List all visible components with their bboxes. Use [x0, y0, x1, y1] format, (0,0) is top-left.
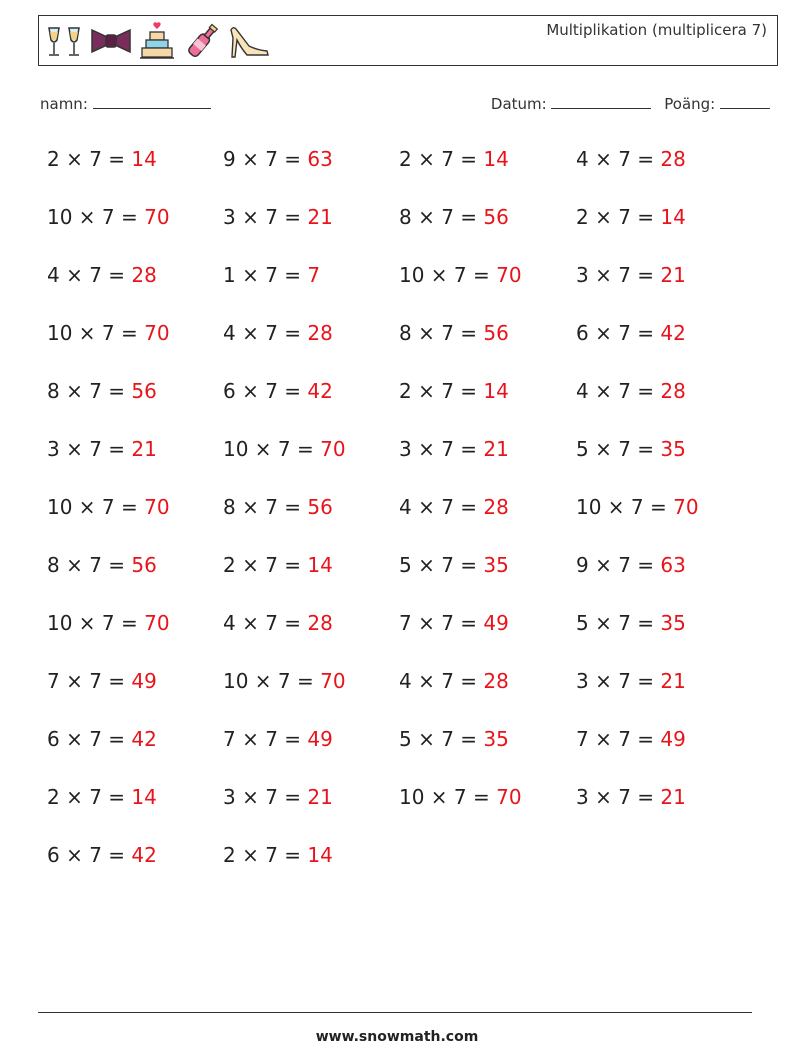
- problem-item: [399, 611, 509, 635]
- problem-answer: 28: [483, 495, 509, 519]
- problem-question: 6 × 7 =: [47, 843, 132, 867]
- problem-item: [576, 669, 686, 693]
- problem-question: 6 × 7 =: [223, 379, 308, 403]
- problem-answer: 49: [660, 727, 686, 751]
- problem-question: 2 × 7 =: [47, 147, 132, 171]
- problem-item: [223, 205, 333, 229]
- problem-question: 7 × 7 =: [223, 727, 308, 751]
- problem-item: [47, 785, 157, 809]
- problem-question: 3 × 7 =: [223, 785, 308, 809]
- problem-item: [399, 727, 509, 751]
- problem-question: 10 × 7 =: [399, 263, 497, 287]
- problem-question: 10 × 7 =: [576, 495, 674, 519]
- problem-question: 4 × 7 =: [399, 495, 484, 519]
- footer-divider: [38, 1012, 752, 1013]
- worksheet-header: [38, 15, 778, 66]
- problem-answer: 70: [144, 321, 170, 345]
- problem-answer: 14: [307, 843, 333, 867]
- problem-answer: 14: [307, 553, 333, 577]
- problem-question: 2 × 7 =: [47, 785, 132, 809]
- problem-question: 3 × 7 =: [399, 437, 484, 461]
- problem-item: [223, 437, 346, 461]
- problem-question: 10 × 7 =: [223, 437, 321, 461]
- problem-answer: 56: [483, 321, 509, 345]
- problem-item: [399, 669, 509, 693]
- problem-answer: 70: [496, 263, 522, 287]
- problem-item: [576, 437, 686, 461]
- problem-question: 2 × 7 =: [223, 553, 308, 577]
- problem-question: 3 × 7 =: [223, 205, 308, 229]
- problem-answer: 56: [131, 553, 157, 577]
- name-field: [40, 94, 211, 113]
- problem-item: [47, 553, 157, 577]
- problem-answer: 28: [307, 611, 333, 635]
- problem-answer: 14: [131, 785, 157, 809]
- problem-item: [47, 379, 157, 403]
- problem-answer: 35: [483, 553, 509, 577]
- problem-item: [576, 611, 686, 635]
- problem-question: 7 × 7 =: [399, 611, 484, 635]
- problem-answer: 28: [660, 147, 686, 171]
- problem-question: 4 × 7 =: [576, 147, 661, 171]
- problem-answer: 14: [660, 205, 686, 229]
- problem-answer: 63: [307, 147, 333, 171]
- problem-question: 6 × 7 =: [576, 321, 661, 345]
- problem-question: 4 × 7 =: [47, 263, 132, 287]
- problem-item: [576, 379, 686, 403]
- problem-answer: 14: [131, 147, 157, 171]
- problem-question: 4 × 7 =: [223, 611, 308, 635]
- problem-item: [576, 205, 686, 229]
- problem-answer: 70: [144, 495, 170, 519]
- problem-item: [399, 321, 509, 345]
- problem-answer: 28: [131, 263, 157, 287]
- problem-item: [47, 263, 157, 287]
- problem-answer: 21: [660, 669, 686, 693]
- name-blank[interactable]: [93, 94, 211, 109]
- date-score-fields: [491, 94, 770, 113]
- problem-answer: 42: [307, 379, 333, 403]
- problem-question: 3 × 7 =: [47, 437, 132, 461]
- problem-item: [576, 263, 686, 287]
- problem-answer: 42: [660, 321, 686, 345]
- problem-question: 9 × 7 =: [223, 147, 308, 171]
- problem-answer: 56: [131, 379, 157, 403]
- problem-answer: 42: [131, 727, 157, 751]
- problem-item: [576, 147, 686, 171]
- problem-question: 4 × 7 =: [399, 669, 484, 693]
- problem-answer: 56: [483, 205, 509, 229]
- problem-item: [399, 437, 509, 461]
- problem-item: [399, 205, 509, 229]
- problem-question: 5 × 7 =: [399, 727, 484, 751]
- problem-item: [399, 553, 509, 577]
- problem-answer: 70: [144, 205, 170, 229]
- problem-question: 2 × 7 =: [399, 147, 484, 171]
- problem-item: [576, 553, 686, 577]
- problem-question: 8 × 7 =: [399, 321, 484, 345]
- problem-question: 10 × 7 =: [47, 495, 145, 519]
- problem-question: 7 × 7 =: [576, 727, 661, 751]
- problem-answer: 49: [131, 669, 157, 693]
- problem-item: [576, 495, 699, 519]
- champagne-bottle-icon: [181, 20, 223, 62]
- date-label: Datum:: [490, 95, 547, 113]
- problem-item: [223, 263, 320, 287]
- score-label: Poäng:: [664, 95, 716, 113]
- problem-answer: 56: [307, 495, 333, 519]
- score-blank[interactable]: [720, 94, 770, 109]
- wedding-cake-icon: [137, 20, 177, 62]
- problem-answer: 35: [483, 727, 509, 751]
- problem-item: [47, 669, 157, 693]
- problem-question: 9 × 7 =: [576, 553, 661, 577]
- problem-question: 8 × 7 =: [223, 495, 308, 519]
- problem-item: [47, 205, 170, 229]
- problem-question: 5 × 7 =: [399, 553, 484, 577]
- problem-item: [47, 437, 157, 461]
- problem-answer: 21: [483, 437, 509, 461]
- problem-question: 4 × 7 =: [223, 321, 308, 345]
- problem-answer: 28: [660, 379, 686, 403]
- problem-item: [223, 553, 333, 577]
- footer-url: www.snowmath.com: [315, 1029, 479, 1045]
- problem-answer: 42: [131, 843, 157, 867]
- problem-answer: 28: [483, 669, 509, 693]
- problem-question: 1 × 7 =: [223, 263, 308, 287]
- problem-item: [47, 495, 170, 519]
- champagne-glasses-icon: [43, 20, 85, 62]
- problem-question: 2 × 7 =: [223, 843, 308, 867]
- problem-question: 5 × 7 =: [576, 611, 661, 635]
- problem-item: [576, 785, 686, 809]
- problem-question: 3 × 7 =: [576, 263, 661, 287]
- problem-item: [47, 843, 157, 867]
- problem-question: 10 × 7 =: [223, 669, 321, 693]
- problem-item: [399, 263, 522, 287]
- problem-answer: 35: [660, 611, 686, 635]
- problem-item: [399, 495, 509, 519]
- problem-answer: 21: [660, 785, 686, 809]
- high-heel-shoe-icon: [227, 20, 271, 62]
- date-blank[interactable]: [551, 94, 651, 109]
- problem-question: 3 × 7 =: [576, 669, 661, 693]
- problem-question: 4 × 7 =: [576, 379, 661, 403]
- problem-item: [223, 611, 333, 635]
- problem-item: [47, 611, 170, 635]
- problem-answer: 49: [307, 727, 333, 751]
- bow-tie-icon: [89, 20, 133, 62]
- problem-question: 10 × 7 =: [47, 321, 145, 345]
- problem-answer: 63: [660, 553, 686, 577]
- worksheet-title: Multiplikation (multiplicera 7): [546, 21, 767, 39]
- problem-question: 10 × 7 =: [47, 611, 145, 635]
- problem-answer: 70: [673, 495, 699, 519]
- problem-item: [223, 147, 333, 171]
- problem-answer: 70: [320, 669, 346, 693]
- problem-question: 10 × 7 =: [47, 205, 145, 229]
- problem-question: 6 × 7 =: [47, 727, 132, 751]
- problem-answer: 70: [320, 437, 346, 461]
- problem-item: [47, 727, 157, 751]
- problem-answer: 70: [496, 785, 522, 809]
- problem-answer: 49: [483, 611, 509, 635]
- problem-answer: 14: [483, 147, 509, 171]
- problem-item: [223, 379, 333, 403]
- problem-item: [223, 495, 333, 519]
- problem-item: [399, 147, 509, 171]
- name-label: namn:: [40, 95, 88, 113]
- problem-answer: 21: [307, 205, 333, 229]
- problem-answer: 14: [483, 379, 509, 403]
- problem-item: [223, 785, 333, 809]
- problem-answer: 21: [307, 785, 333, 809]
- problem-question: 8 × 7 =: [399, 205, 484, 229]
- problem-item: [47, 147, 157, 171]
- problem-item: [223, 727, 333, 751]
- problem-answer: 7: [307, 263, 321, 287]
- problem-answer: 21: [660, 263, 686, 287]
- problem-question: 5 × 7 =: [576, 437, 661, 461]
- problem-item: [399, 379, 509, 403]
- problem-answer: 21: [131, 437, 157, 461]
- problem-question: 7 × 7 =: [47, 669, 132, 693]
- problem-question: 2 × 7 =: [576, 205, 661, 229]
- problem-answer: 35: [660, 437, 686, 461]
- problem-question: 10 × 7 =: [399, 785, 497, 809]
- problem-question: 8 × 7 =: [47, 553, 132, 577]
- problem-item: [47, 321, 170, 345]
- problem-item: [576, 727, 686, 751]
- problem-item: [576, 321, 686, 345]
- problem-question: 8 × 7 =: [47, 379, 132, 403]
- problem-answer: 28: [307, 321, 333, 345]
- problem-item: [223, 669, 346, 693]
- problem-question: 2 × 7 =: [399, 379, 484, 403]
- problem-item: [223, 843, 333, 867]
- problem-question: 3 × 7 =: [576, 785, 661, 809]
- problem-item: [399, 785, 522, 809]
- header-icons: [43, 20, 271, 62]
- problem-item: [223, 321, 333, 345]
- problem-answer: 70: [144, 611, 170, 635]
